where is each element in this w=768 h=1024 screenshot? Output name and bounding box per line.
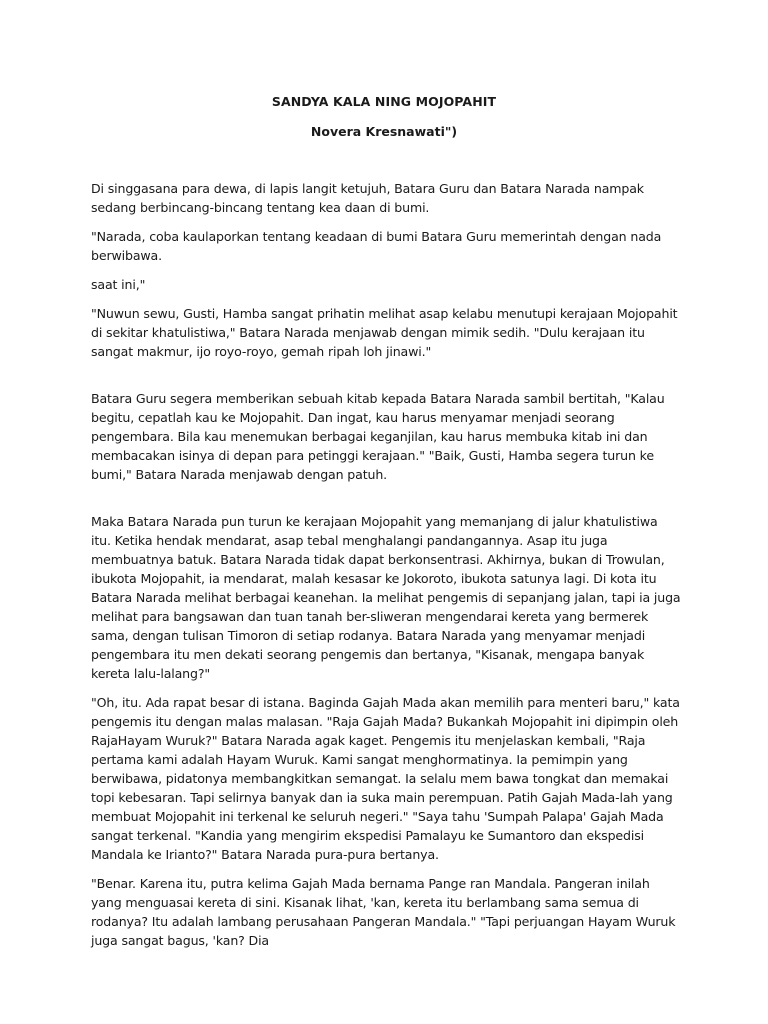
paragraph: saat ini," [91, 277, 146, 292]
paragraph: Maka Batara Narada pun turun ke kerajaan Mojopahit yang memanjang di jalur khatulistiwa itu. Ketika hendak mendarat, asap tebal menghalangi pandangannya. Asap itu juga membuatnya batuk. Batara Narada tidak dapat berkonsentrasi. Akhirnya, bukan di Trowulan, ibukota Mojopahit, ia mendarat, malah kesasar ke Jokoroto, ibukota satunya lagi. Di kota itu Batara Narada melihat berbagai keanehan. Ia melihat pengemis di sepanjang jalan, tapi ia juga melihat para bangsawan dan tuan tanah ber-sliweran mengendarai kereta yang bermerek sama, dengan tulisan Timoron di setiap rodanya. Batara Narada yang menyamar menjadi pengembara itu men dekati seorang pengemis dan bertanya, "Kisanak, mengapa banyak kereta lalu-lalang?" [91, 514, 681, 681]
paragraph: "Benar. Karena itu, putra kelima Gajah Mada bernama Pange ran Mandala. Pangeran inilah yang menguasai kereta di sini. Kisanak lihat, 'kan, kereta itu berlambang sama semua di rodanya? Itu adalah lambang perusahaan Pangeran Mandala." "Tapi perjuangan Hayam Wuruk juga sangat bagus, 'kan? Dia [91, 876, 676, 948]
document-title: SANDYA KALA NING MOJOPAHIT [271, 94, 497, 109]
paragraph: "Narada, coba kaulaporkan tentang keadaan di bumi Batara Guru memerintah dengan nada berwibawa. [91, 229, 662, 263]
paragraph: Di singgasana para dewa, di lapis langit ketujuh, Batara Guru dan Batara Narada nampak sedang berbincang-bincang tentang kea daan di bumi. [91, 181, 644, 215]
paragraph: Batara Guru segera memberikan sebuah kitab kepada Batara Narada sambil bertitah, "Kalau begitu, cepatlah kau ke Mojopahit. Dan ingat, kau harus menyamar menjadi seorang pengembara. Bila kau menemukan berbagai keganjilan, kau harus membuka kitab ini dan membacakan isinya di depan para petinggi kerajaan." "Baik, Gusti, Hamba segera turun ke bumi," Batara Narada menjawab dengan patuh. [91, 391, 665, 482]
document-body [91, 179, 681, 950]
paragraph: "Nuwun sewu, Gusti, Hamba sangat prihatin melihat asap kelabu menutupi kerajaan Mojopahit di sekitar khatulistiwa," Batara Narada menjawab dengan mimik sedih. "Dulu kerajaan itu sangat makmur, ijo royo-royo, gemah ripah loh jinawi." [91, 306, 678, 359]
paragraph: "Oh, itu. Ada rapat besar di istana. Baginda Gajah Mada akan memilih para menteri baru," kata pengemis itu dengan malas malasan. "Raja Gajah Mada? Bukankah Mojopahit ini dipimpin oleh RajaHayam Wuruk?" Batara Narada agak kaget. Pengemis itu menjelaskan kembali, "Raja pertama kami adalah Hayam Wuruk. Kami sangat menghormatinya. Ia pemimpin yang berwibawa, pidatonya membangkitkan semangat. Ia selalu mem bawa tongkat dan memakai topi kebesaran. Tapi selirnya banyak dan ia suka main perempuan. Patih Gajah Mada-lah yang membuat Mojopahit ini terkenal ke seluruh negeri." "Saya tahu 'Sumpah Palapa' Gajah Mada sangat terkenal. "Kandia yang mengirim ekspedisi Pamalayu ke Sumantoro dan ekspedisi Mandala ke Irianto?" Batara Narada pura-pura bertanya. [91, 695, 680, 862]
document-author: Novera Kresnawati") [310, 124, 458, 139]
